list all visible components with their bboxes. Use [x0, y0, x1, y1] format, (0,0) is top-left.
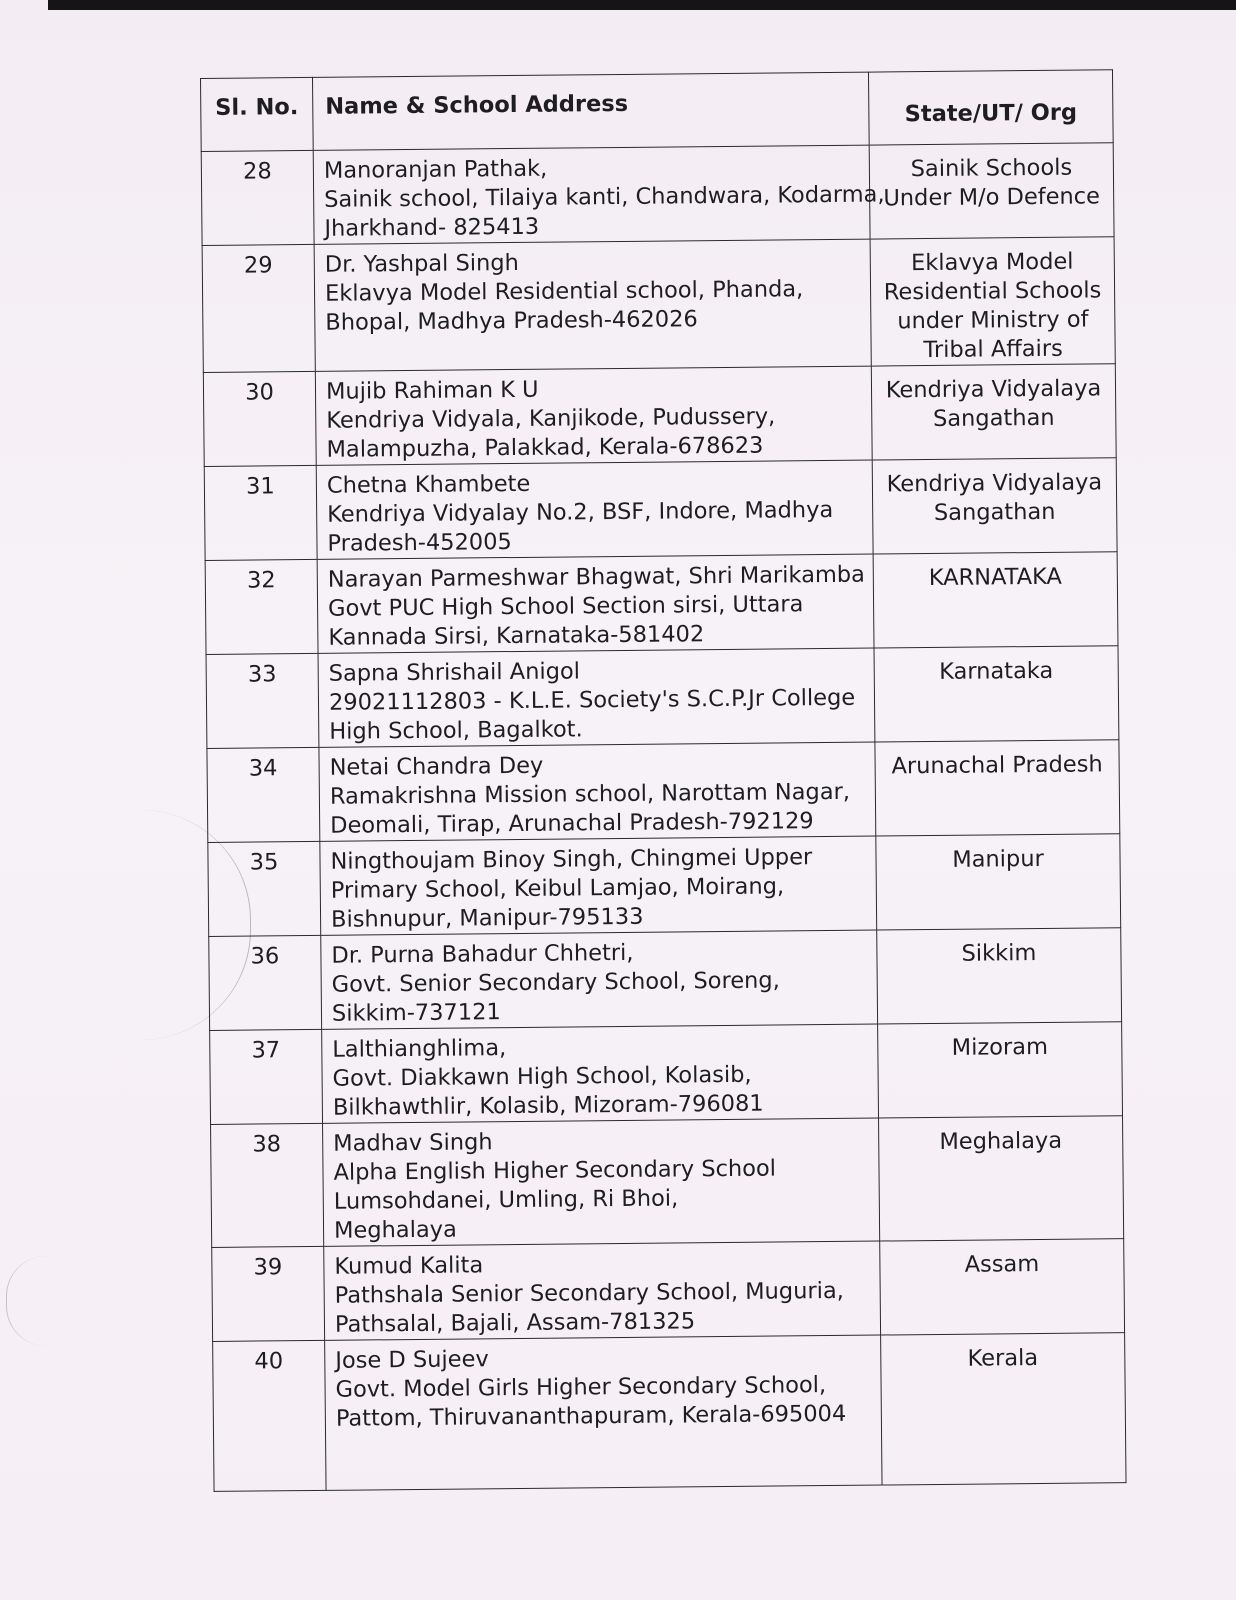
serial-number: 38 — [211, 1123, 324, 1247]
header-name-address: Name & School Address — [312, 72, 869, 150]
name-address-line: Pattom, Thiruvananthapuram, Kerala-695004 — [335, 1400, 847, 1432]
name-address-line: Govt PUC High School Section sirsi, Uttara — [327, 591, 804, 622]
table-row — [210, 1022, 1123, 1125]
table-row — [205, 552, 1118, 655]
serial-number: 37 — [210, 1029, 323, 1124]
state-org-line: Sangathan — [933, 498, 1056, 526]
table-row — [208, 834, 1121, 937]
table-row — [209, 928, 1122, 1031]
name-address-cell — [324, 1241, 881, 1340]
name-address-cell — [322, 1024, 879, 1123]
name-address-line: Bilkhawthlir, Kolasib, Mizoram-796081 — [332, 1090, 764, 1121]
name-address-line: Kannada Sirsi, Karnataka-581402 — [328, 621, 705, 651]
state-org-line: Kendriya Vidyalaya — [885, 375, 1102, 404]
state-org-cell — [877, 928, 1122, 1024]
table-row — [201, 143, 1114, 246]
state-org-line: Residential Schools — [883, 277, 1102, 306]
name-address-line: Sapna Shrishail Anigol — [328, 658, 581, 687]
state-org-line: KARNATAKA — [928, 563, 1062, 592]
table-header-row — [201, 70, 1114, 152]
name-address-cell — [314, 239, 871, 371]
name-address-line: Deomali, Tirap, Arunachal Pradesh-792129 — [330, 808, 814, 839]
name-address-line: Ramakrishna Mission school, Narottam Nagar, — [329, 778, 851, 810]
state-org-cell — [881, 1333, 1126, 1485]
state-org-cell — [870, 237, 1115, 366]
name-address-cell — [315, 366, 872, 465]
name-address-line: Primary School, Keibul Lamjao, Moirang, — [330, 873, 785, 904]
name-address-line: 29021112803 - K.L.E. Society's S.C.P.Jr College — [328, 684, 856, 716]
name-address-line: Lalthianghlima, — [332, 1035, 507, 1063]
name-address-cell — [317, 554, 874, 653]
serial-number: 29 — [202, 244, 315, 372]
state-org-cell — [871, 364, 1116, 460]
table-row — [207, 740, 1120, 843]
table-row — [204, 458, 1117, 561]
state-org-cell — [878, 1022, 1123, 1118]
state-org-line: Eklavya Model — [910, 248, 1074, 277]
serial-number: 35 — [208, 841, 321, 936]
serial-number: 40 — [213, 1340, 326, 1491]
state-org-line: Kerala — [967, 1345, 1039, 1372]
name-address-line: Govt. Model Girls Higher Secondary School, — [335, 1372, 827, 1403]
name-address-line: Pradesh-452005 — [327, 529, 512, 557]
serial-number: 33 — [206, 653, 319, 748]
state-org-line: Mizoram — [951, 1033, 1049, 1061]
table-row — [212, 1239, 1125, 1342]
name-address-line: Govt. Diakkawn High School, Kolasib, — [332, 1061, 752, 1092]
name-address-line: Alpha English Higher Secondary School — [333, 1155, 777, 1186]
serial-number: 34 — [207, 747, 320, 842]
serial-number: 32 — [205, 559, 318, 654]
state-org-line: Kendriya Vidyalaya — [886, 469, 1103, 498]
state-org-cell — [879, 1116, 1124, 1241]
margin-pencil-mark-lower — [6, 1256, 47, 1346]
name-address-line: Govt. Senior Secondary School, Soreng, — [331, 967, 780, 998]
state-org-cell — [872, 458, 1117, 554]
table-row — [202, 237, 1115, 373]
name-address-cell — [319, 742, 876, 841]
state-org-line: Sikkim — [961, 940, 1037, 967]
state-org-line: Manipur — [952, 845, 1044, 873]
name-address-line: Kumud Kalita — [334, 1252, 484, 1280]
state-org-line: Sainik Schools — [910, 154, 1073, 183]
name-address-line: Pathshala Senior Secondary School, Muguria, — [334, 1277, 844, 1309]
awardee-table — [200, 69, 1127, 1492]
name-address-cell — [323, 1118, 880, 1246]
name-address-line: Bishnupur, Manipur-795133 — [330, 903, 644, 933]
serial-number: 30 — [203, 371, 316, 466]
state-org-line: Assam — [964, 1250, 1040, 1278]
header-sl-no: Sl. No. — [201, 77, 314, 151]
state-org-cell — [876, 834, 1121, 930]
state-org-cell — [880, 1239, 1125, 1335]
state-org-cell — [869, 143, 1114, 239]
name-address-cell — [313, 145, 885, 244]
name-address-line: Lumsohdanei, Umling, Ri Bhoi, — [333, 1185, 679, 1215]
serial-number: 39 — [212, 1246, 325, 1341]
name-address-line: Ningthoujam Binoy Singh, Chingmei Upper — [330, 844, 813, 875]
name-address-line: Chetna Khambete — [326, 470, 531, 499]
header-state-org: State/UT/ Org — [868, 70, 1113, 145]
state-org-line: Arunachal Pradesh — [891, 751, 1103, 780]
state-org-line: under Ministry of — [897, 306, 1089, 335]
name-address-cell — [316, 460, 873, 559]
name-address-cell — [318, 648, 875, 747]
name-address-line: Netai Chandra Dey — [329, 752, 544, 781]
name-address-line: High School, Bagalkot. — [329, 716, 583, 745]
name-address-line: Kendriya Vidyalay No.2, BSF, Indore, Madhya — [327, 496, 834, 528]
state-org-line: Meghalaya — [939, 1127, 1063, 1155]
table-row — [211, 1116, 1124, 1248]
state-org-line: Under M/o Defence — [883, 183, 1101, 212]
state-org-cell — [875, 740, 1120, 836]
serial-number: 28 — [201, 150, 314, 245]
name-address-line: Dr. Yashpal Singh — [324, 249, 519, 278]
table-row — [213, 1333, 1126, 1492]
name-address-line: Eklavya Model Residential school, Phanda, — [324, 276, 804, 307]
state-org-line: Sangathan — [932, 404, 1055, 432]
scan-top-edge — [0, 0, 1236, 10]
name-address-line: Meghalaya — [333, 1216, 457, 1244]
state-org-cell — [873, 552, 1118, 648]
name-address-line: Malampuzha, Palakkad, Kerala-678623 — [326, 432, 764, 463]
name-address-line: Sainik school, Tilaiya kanti, Chandwara, Kodarma, — [324, 181, 885, 213]
name-address-line: Pathsalal, Bajali, Assam-781325 — [334, 1308, 696, 1338]
name-address-line: Bhopal, Madhya Pradesh-462026 — [325, 306, 698, 336]
name-address-line: Jose D Sujeev — [335, 1346, 489, 1374]
name-address-cell — [321, 930, 878, 1029]
serial-number: 36 — [209, 935, 322, 1030]
name-address-line: Narayan Parmeshwar Bhagwat, Shri Marikamba — [327, 561, 866, 593]
serial-number: 31 — [204, 465, 317, 560]
name-address-line: Kendriya Vidyala, Kanjikode, Pudussery, — [326, 403, 776, 434]
table-body — [201, 143, 1126, 1492]
name-address-line: Manoranjan Pathak, — [323, 155, 548, 184]
name-address-line: Dr. Purna Bahadur Chhetri, — [331, 939, 634, 969]
name-address-line: Sikkim-737121 — [331, 999, 501, 1027]
table-row — [206, 646, 1119, 749]
name-address-cell — [320, 836, 877, 935]
name-address-line: Madhav Singh — [333, 1129, 493, 1157]
state-org-cell — [874, 646, 1119, 742]
state-org-line: Tribal Affairs — [923, 335, 1063, 364]
table-row — [203, 364, 1116, 467]
state-org-line: Karnataka — [939, 657, 1054, 685]
name-address-cell — [325, 1335, 882, 1490]
name-address-line: Jharkhand- 825413 — [324, 213, 540, 242]
name-address-line: Mujib Rahiman K U — [325, 376, 539, 405]
